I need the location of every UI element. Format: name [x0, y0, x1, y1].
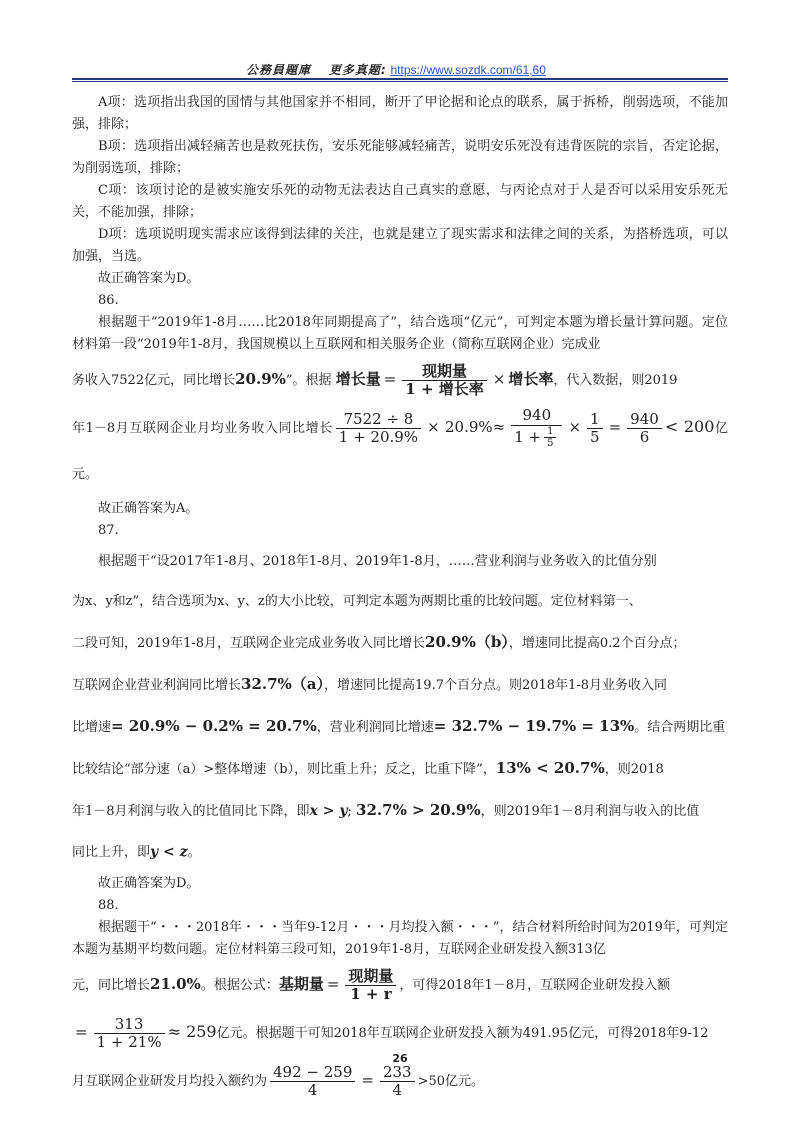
calc-denominator-2 [511, 425, 562, 450]
q85-option-c: C项：该项讨论的是被实施安乐死的动物无法表达自己真实的意愿，与丙论点对于人是否可以采用安乐死无关，不能加强，排除； [72, 183, 728, 220]
q87-l3-post: ，增速同比提高0.2个百分点； [508, 636, 686, 651]
calc-denominator-3: 5 [587, 428, 603, 446]
q88-l2-mid: 。根据公式： [200, 978, 279, 993]
q86-growth-pct: 20.9% [235, 370, 286, 388]
q88-calc-fraction-3 [380, 1064, 415, 1100]
q86-answer: 故正确答案为A。 [98, 501, 199, 516]
q86-number: 86. [98, 293, 119, 308]
q87-revenue-growth: 20.9%（b） [425, 633, 509, 651]
formula-lhs: 增长量 [335, 370, 381, 388]
q85-option-d: D项：选项说明现实需求应该得到法律的关注，也就是建立了现实需求和法律之间的关系，为搭桥选项，可以加强，当选。 [72, 227, 728, 264]
q87-profit-calc: = 32.7% − 19.7% = 13% [433, 717, 635, 735]
q88-number: 88. [98, 898, 119, 913]
q88-growth-pct: 21.0% [150, 975, 201, 993]
q87-answer: 故正确答案为D。 [98, 876, 200, 891]
q87-line-5 [72, 706, 728, 748]
q87-comparison: 13% < 20.7% [495, 759, 605, 777]
q87-l5-pre: 比增速 [72, 720, 112, 735]
q87-number: 87. [98, 523, 119, 538]
q88-calc-approx: ≈ 259 [167, 1022, 217, 1041]
q88-formula-denominator: 1 + r [345, 985, 396, 1003]
q87-l3-pre: 二段可知，2019年1-8月，互联网企业完成业务收入同比增长 [72, 636, 426, 651]
calc-unit: 亿元。 [72, 421, 728, 482]
q87-l7-mid: ; [347, 804, 357, 819]
q87-l4-post: ，增速同比提高19.7个百分点。则2018年1-8月业务收入同 [324, 678, 667, 693]
calc-result: < 200 [664, 417, 715, 436]
calc-fraction-3 [587, 411, 603, 447]
q87-l8-post: 。 [187, 845, 201, 860]
formula-fraction [402, 363, 486, 399]
header-brand: 公務員題庫 [246, 63, 312, 77]
q87-l7-post: ，则2019年1－8月利润与收入的比值 [480, 804, 700, 819]
q88-formula-lhs: 基期量 [278, 975, 324, 993]
q87-line-3 [72, 622, 728, 664]
q87-l4-pre: 互联网企业营业利润同比增长 [72, 678, 242, 693]
q87-l8-pre: 同比上升，即 [72, 845, 151, 860]
q88-formula-fraction [345, 968, 396, 1004]
q88-calc-numerator-2: 492 − 259 [273, 1062, 353, 1081]
calc-subfraction-num: 1 [547, 425, 554, 437]
q88-line-1: 根据题干“・・・2018年・・・当年9-12月・・・月均投入额・・・”，结合材料所给时间为2019年，可判定本题为基期平均数问题。定位材料第三段可知，2019年1-8月，互联网企业研发投入额313亿 [72, 920, 728, 957]
q86-l3-pre: 年1－8月互联网企业月均业务收入同比增长 [72, 421, 333, 436]
header-rule-thin [72, 81, 728, 82]
q88-calc-numerator-3: 233 [382, 1062, 412, 1081]
q87-l6-pre: 比较结论“部分速（a）>整体增速（b），则比重上升；反之，比重下降”， [72, 762, 496, 777]
calc-denominator-1: 1 + 20.9% [336, 428, 421, 446]
q87-l5-post: 。结合两期比重 [634, 720, 726, 735]
q87-line-1: 根据题干“设2017年1-8月、2018年1-8月、2019年1-8月，……营业利润与业务收入的比值分别 [98, 554, 657, 569]
q88-line-3 [72, 1009, 728, 1057]
calc-numerator-4: 940 [630, 409, 659, 428]
q88-line-2: 元，同比增长21.0%。根据公式：基期量 = $\frac{\text{现期量}}{1 + r}$ ，可得2018年1－8月，互联网企业研发投入额 [72, 966, 671, 1003]
q86-line-2: 务收入7522亿元，同比增长20.9%”。根据 增长量 = $\frac{\text{现期量}}{\text{1 + 增长率}}$ × 增长率，代入数据，则2019 [72, 361, 678, 398]
q87-revenue-calc: = 20.9% − 0.2% = 20.7% [111, 717, 317, 735]
q88-l3-post: 。根据题干可知2018年互联网企业研发投入额为491.95亿元，可得2018年9-12 [242, 1026, 709, 1041]
page-header [246, 61, 546, 78]
header-rule-thick [72, 78, 728, 80]
q87-x-gt-y: x > y [309, 803, 348, 819]
q86-line-3: 年1－8月互联网企业月均业务收入同比增长 $\frac{7522 \div 8}{1 + 20.9\%}$ × 20.9%≈ 940 1 + $\frac{1}{5}$ × $\frac{1}{5}$ = $\frac{940}{6}$ < 200亿元。 [72, 406, 728, 482]
q87-y-lt-z: y < z [150, 844, 188, 860]
q87-line-7 [72, 790, 728, 832]
q88-calc-fraction-2 [270, 1064, 355, 1100]
q88-l4-post: >50亿元。 [417, 1074, 485, 1089]
q87-l6-post: ，则2018 [604, 762, 664, 777]
q86-l2-post: ，代入数据，则2019 [553, 373, 678, 388]
q88-equals-2: = [361, 1071, 374, 1089]
q88-calc-fraction-1 [94, 1016, 165, 1052]
q85-option-a: A项：选项指出我国的国情与其他国家并不相同，断开了甲论据和论点的联系，属于拆桥，削弱选项，不能加强，排除； [72, 95, 728, 132]
formula-multiplier: 增长率 [508, 370, 554, 388]
calc-denominator-4: 6 [627, 428, 662, 446]
calc-numerator-1: 7522 ÷ 8 [343, 409, 414, 428]
calc-fraction-2 [511, 407, 562, 449]
q87-line-4 [72, 664, 728, 706]
q87-l7-pre: 年1－8月利润与收入的比值同比下降，即 [72, 804, 310, 819]
q88-l4-pre: 月互联网企业研发月均投入额约为 [72, 1074, 268, 1089]
q87-l5-mid: ，营业利润同比增速 [316, 720, 434, 735]
calc-fraction-4 [627, 411, 662, 447]
formula-denominator: 1 + 增长率 [402, 380, 486, 398]
header-url-link[interactable]: https://www.sozdk.com/61,60 [390, 63, 546, 77]
header-more-label: 更多真题: [328, 63, 387, 77]
q88-formula-numerator: 现期量 [348, 966, 394, 985]
formula-numerator: 现期量 [422, 361, 468, 380]
q88-equals: = [75, 1023, 88, 1041]
calc-subfraction-den: 5 [544, 437, 556, 450]
q88-calc-numerator-1: 313 [114, 1014, 144, 1033]
calc-numerator-3: 1 [590, 409, 600, 428]
q88-calc-denominator-2: 4 [270, 1081, 355, 1099]
q87-profit-growth: 32.7%（a） [241, 675, 325, 693]
q86-l2-pre: 务收入7522亿元，同比增长 [72, 373, 236, 388]
q88-l2-pre: 元，同比增长 [72, 978, 151, 993]
q85-option-b: B项：选项指出减轻痛苦也是救死扶伤，安乐死能够减轻痛苦，说明安乐死没有违背医院的宗旨，否定论据，为削弱选项，排除； [72, 139, 728, 176]
q87-line-2: 为x、y和z”，结合选项为x、y、z的大小比较，可判定本题为两期比重的比较问题。定位材料第一、 [72, 594, 642, 609]
q88-l2-post: ，可得2018年1－8月，互联网企业研发投入额 [399, 978, 671, 993]
calc-den2-pre: 1 + [514, 427, 542, 446]
page-content [72, 92, 728, 1105]
q88-calc-denominator-3: 4 [380, 1081, 415, 1099]
calc-subfraction [544, 426, 556, 450]
q86-line-1: 根据题干“2019年1-8月……比2018年同期提高了”，结合选项“亿元”，可判定本题为增长量计算问题。定位材料第一段“2019年1-8月，我国规模以上互联网和相关服务企业（简称互联网企业）完成业 [72, 315, 728, 352]
q85-answer: 故正确答案为D。 [98, 271, 200, 286]
q87-pct-compare: 32.7% > 20.9% [356, 801, 481, 819]
q87-line-6 [72, 748, 728, 790]
q88-calc-unit: 亿元 [216, 1026, 243, 1041]
q86-l2-mid: ”。根据 [285, 373, 332, 388]
q87-line-8 [72, 832, 728, 873]
calc-fraction-1 [336, 411, 421, 447]
calc-multiply: × 20.9%≈ [427, 418, 506, 436]
page-number: 26 [392, 1052, 408, 1065]
calc-numerator-2: 940 [522, 406, 552, 425]
q88-calc-denominator-1: 1 + 21% [94, 1033, 165, 1051]
